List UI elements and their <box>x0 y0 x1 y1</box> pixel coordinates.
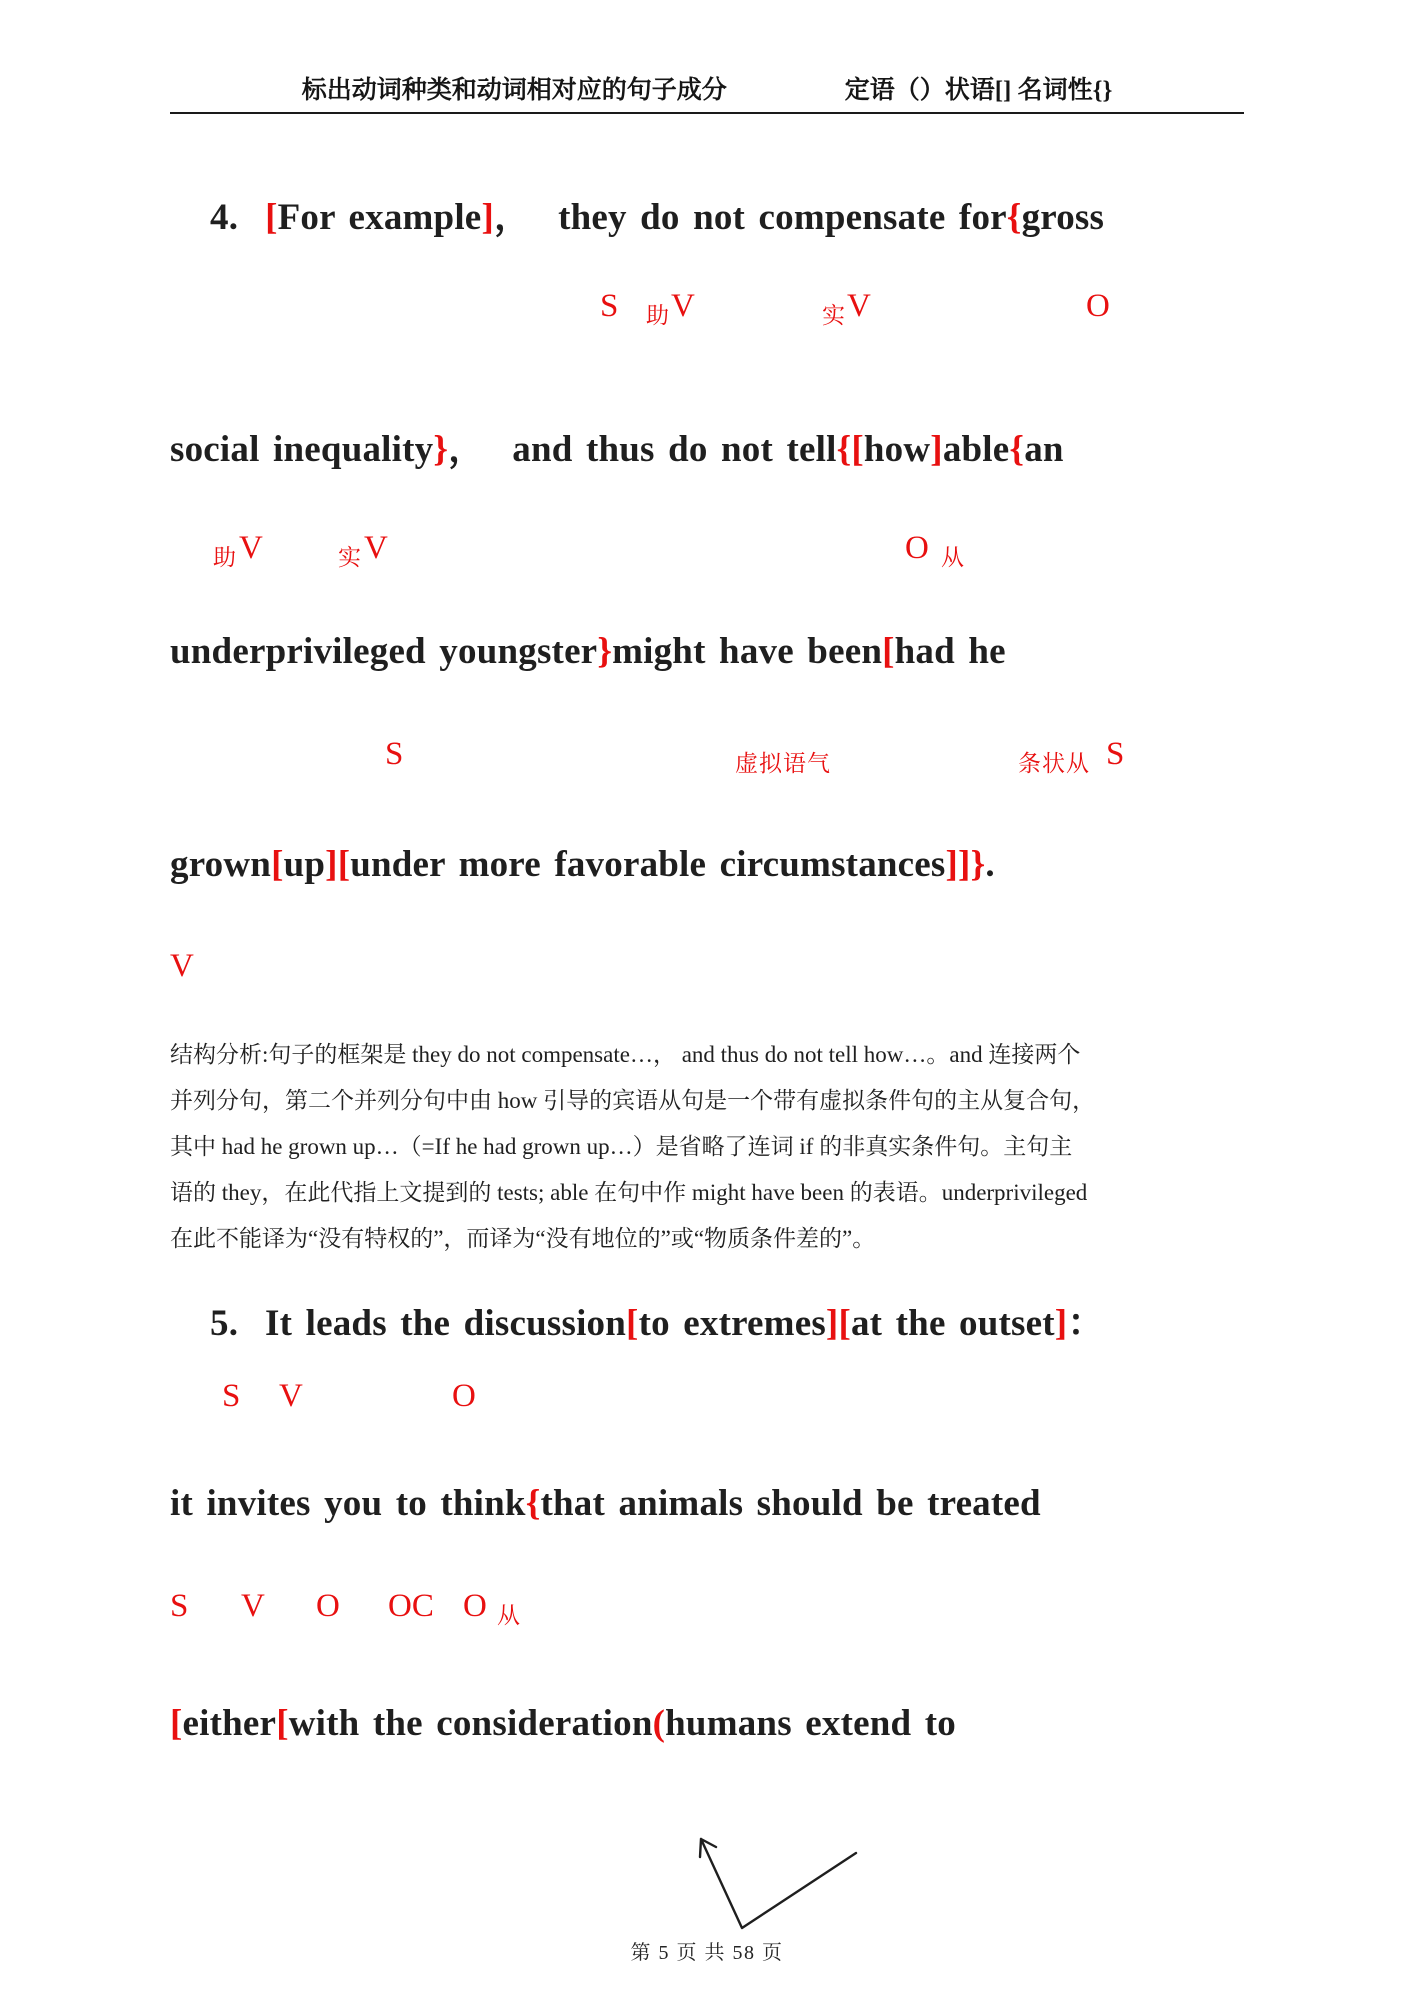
text-segment: up <box>283 844 326 885</box>
grammar-label: 虚拟语气 <box>735 751 831 776</box>
grammar-label: O <box>316 1588 340 1624</box>
analysis-line: 语的 they，在此代指上文提到的 tests; able 在句中作 might have been 的表语。underprivileged <box>170 1180 1088 1205</box>
analysis-line: 并列分句，第二个并列分句中由 how 引导的宾语从句是一个带有虚拟条件句的主从复合句， <box>170 1088 1096 1113</box>
grammar-label: O <box>1086 288 1110 324</box>
grammar-label: V <box>671 288 695 324</box>
bracket-mark: [ <box>170 1703 183 1744</box>
text-segment: social inequality <box>170 429 434 470</box>
bracket-mark: [ <box>271 844 284 885</box>
text-segment: ， they do not compensate for <box>493 197 1007 238</box>
bracket-mark: ] <box>825 1303 839 1344</box>
grammar-label: 从 <box>497 1603 521 1628</box>
text-segment: had he <box>894 631 1006 672</box>
text-segment: 5. It leads the discussion <box>210 1303 627 1344</box>
grammar-annotation-row-1 <box>0 288 1414 334</box>
structure-analysis-paragraph <box>170 1032 1290 1262</box>
grammar-label: O <box>905 530 929 566</box>
grammar-annotation-row-6 <box>0 1588 1414 1634</box>
grammar-label: 实 <box>338 545 362 570</box>
text-segment: . <box>985 844 995 885</box>
bracket-mark: } <box>433 429 449 470</box>
grammar-label: V <box>239 530 263 566</box>
text-segment: ， and thus do not tell <box>448 429 837 470</box>
grammar-label: 条状从 <box>1018 751 1090 776</box>
text-segment: an <box>1024 429 1064 470</box>
bracket-mark: [ <box>626 1303 639 1344</box>
grammar-label: S <box>1106 736 1125 772</box>
grammar-label: OC <box>388 1588 434 1624</box>
bracket-mark: { <box>836 429 852 470</box>
grammar-label: V <box>241 1588 265 1624</box>
grammar-annotation-row-3 <box>0 736 1414 782</box>
bracket-mark: ] <box>930 429 943 470</box>
bracket-mark: { <box>1006 197 1022 238</box>
bracket-mark: [ <box>337 844 351 885</box>
grammar-label: S <box>600 288 619 324</box>
bracket-mark: ] <box>325 844 338 885</box>
bracket-mark: ] <box>1054 1303 1068 1344</box>
text-segment: either <box>182 1703 277 1744</box>
text-segment: grown <box>170 844 272 885</box>
sentence-5-line-2 <box>170 1482 1041 1525</box>
text-segment: able <box>942 429 1010 470</box>
text-segment: under more favorable circumstances <box>350 844 946 885</box>
grammar-label: 助 <box>213 545 237 570</box>
grammar-annotation-row-5 <box>0 1378 1414 1424</box>
bracket-mark: { <box>1009 429 1025 470</box>
text-segment: ： <box>1067 1303 1105 1344</box>
text-segment: it invites you to think <box>170 1483 526 1524</box>
page-number: 第 5 页 共 58 页 <box>630 1942 784 1964</box>
grammar-label: V <box>847 288 871 324</box>
sentence-5-line-3 <box>170 1702 956 1745</box>
bracket-mark: } <box>597 631 613 672</box>
bracket-mark: ] <box>481 197 494 238</box>
arrow-svg <box>688 1824 873 1942</box>
bracket-mark: { <box>525 1483 541 1524</box>
bracket-mark: } <box>970 844 986 885</box>
grammar-label: V <box>364 530 388 566</box>
grammar-label: 实 <box>822 303 846 328</box>
bracket-mark: ]] <box>945 844 971 885</box>
text-segment: that animals should be treated <box>540 1483 1041 1524</box>
grammar-label: 从 <box>941 545 965 570</box>
sentence-4-line-4 <box>170 843 995 886</box>
grammar-annotation-row-4 <box>0 948 1414 994</box>
sentence-4-line-1 <box>210 186 1104 240</box>
text-segment: at the outset <box>850 1303 1055 1344</box>
header-divider <box>170 112 1244 114</box>
bracket-mark: [ <box>276 1703 289 1744</box>
grammar-label: O <box>452 1378 476 1414</box>
grammar-label: S <box>222 1378 241 1414</box>
text-segment: with the consideration <box>288 1703 653 1744</box>
text-segment: how <box>863 429 931 470</box>
text-segment: might have been <box>612 631 883 672</box>
grammar-label: S <box>170 1588 189 1624</box>
grammar-label: V <box>170 948 194 984</box>
analysis-line: 其中 had he grown up…（=If he had grown up…）是省略了连词 if 的非真实条件句。主句主 <box>170 1134 1073 1159</box>
text-segment: to extremes <box>638 1303 826 1344</box>
hand-drawn-arrow-icon <box>688 1824 873 1942</box>
text-segment: gross <box>1021 197 1105 238</box>
grammar-label: V <box>279 1378 303 1414</box>
grammar-label: O <box>463 1588 487 1624</box>
bracket-mark: ( <box>652 1703 666 1744</box>
header-left-label: 标出动词种类和动词相对应的句子成分 <box>301 77 727 104</box>
bracket-mark: [ <box>838 1303 851 1344</box>
bracket-mark: [ <box>265 197 278 238</box>
text-segment: humans extend to <box>665 1703 956 1744</box>
grammar-label: S <box>385 736 404 772</box>
header-right-label: 定语（）状语[] 名词性{} <box>844 77 1113 104</box>
bracket-mark: [ <box>851 429 864 470</box>
bracket-mark: [ <box>882 631 895 672</box>
sentence-4-line-2 <box>170 418 1064 472</box>
grammar-label: 助 <box>646 303 670 328</box>
text-segment: For example <box>277 197 482 238</box>
analysis-line: 在此不能译为“没有特权的”，而译为“没有地位的”或“物质条件差的”。 <box>170 1226 876 1251</box>
sentence-4-line-3 <box>170 630 1006 673</box>
text-segment: 4. <box>210 197 266 238</box>
analysis-line: 结构分析:句子的框架是 they do not compensate…， and thus do not tell how…。and 连接两个 <box>170 1042 1081 1067</box>
grammar-annotation-row-2 <box>0 530 1414 576</box>
sentence-5-line-1 <box>210 1292 1105 1346</box>
text-segment: underprivileged youngster <box>170 631 598 672</box>
page-header <box>170 70 1244 106</box>
